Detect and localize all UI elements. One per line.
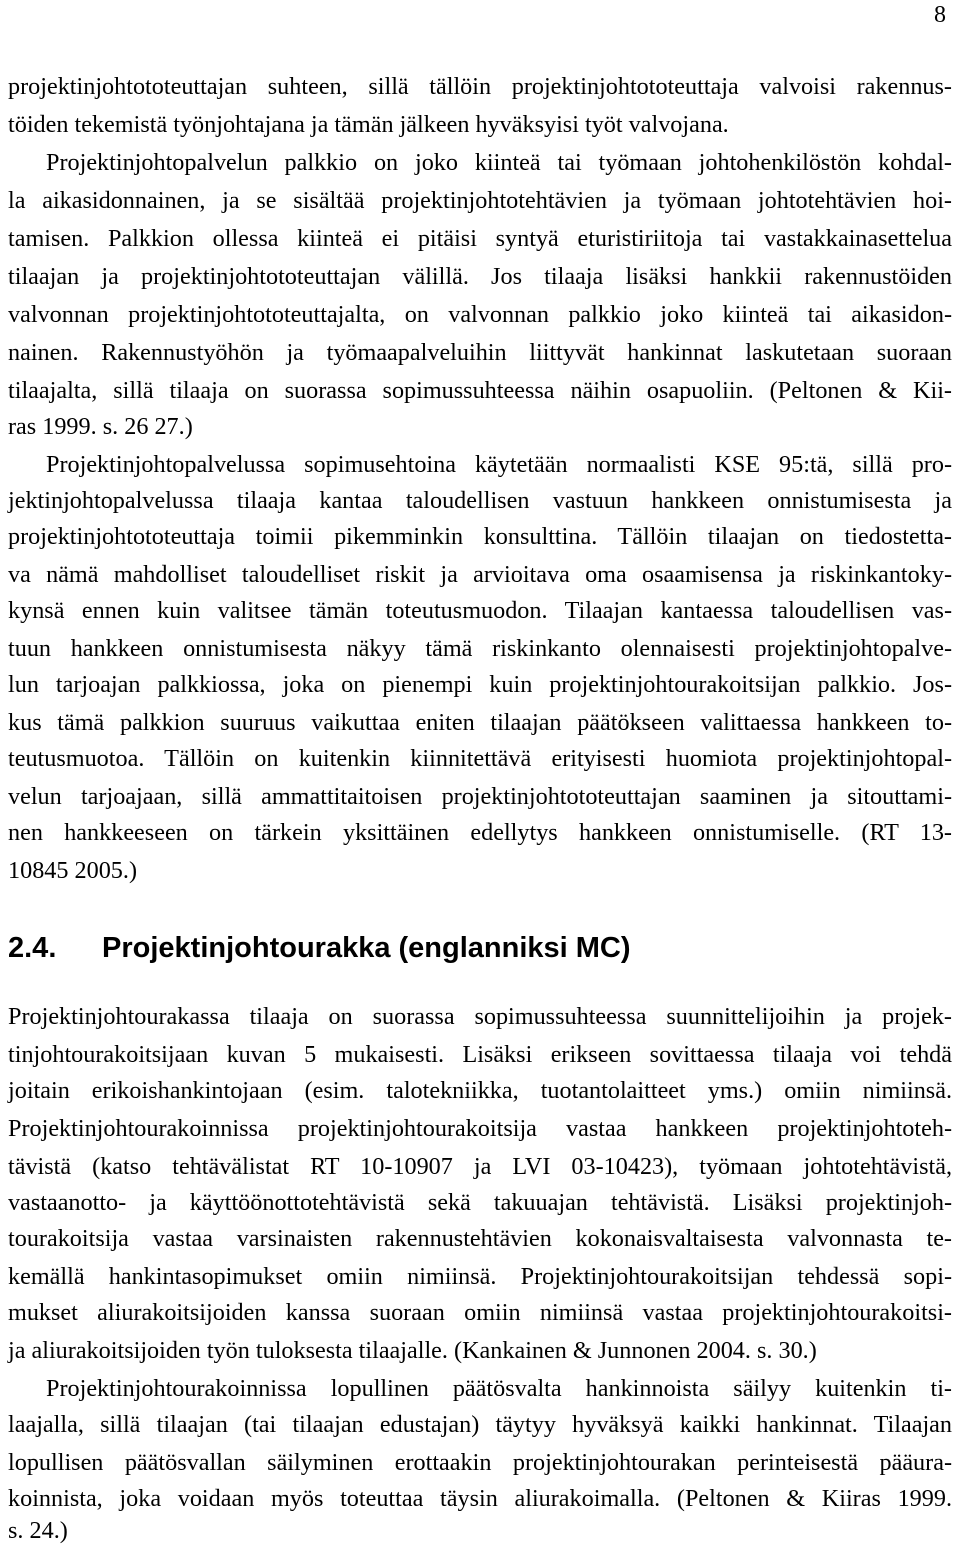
text-line: lun tarjoajan palkkiossa, joka on pienempi kuin projektinjohtourakoitsijan palkkio. Jos- <box>8 671 952 698</box>
page-number: 8 <box>934 2 946 28</box>
text-line: töiden tekemistä työnjohtajana ja tämän jälkeen hyväksyisi työt valvojana. <box>8 111 729 138</box>
text-line: velun tarjoajaan, sillä ammattitaitoisen projektinjohtototeuttajan saaminen ja sitouttami- <box>8 783 952 810</box>
text-line: tilaajalta, sillä tilaaja on suorassa sopimussuhteessa näihin osapuoliin. (Peltonen & Kii- <box>8 377 952 404</box>
text-line: kemällä hankintasopimukset omiin nimiinsä. Projektinjohtourakoitsijan tehdessä sopi- <box>8 1263 952 1290</box>
text-line: laajalla, sillä tilaajan (tai tilaajan edustajan) täytyy hyväksyä kaikki hankinnat. Tilaajan <box>8 1411 952 1438</box>
text-line: Projektinjohtopalvelussa sopimusehtoina käytetään normaalisti KSE 95:tä, sillä pro- <box>46 451 952 478</box>
section-number: 2.4. <box>8 932 57 964</box>
section-heading <box>8 930 631 966</box>
text-line: ras 1999. s. 26 27.) <box>8 413 193 440</box>
text-line: vastaanotto- ja käyttöönottotehtävistä sekä takuuajan tehtävistä. Lisäksi projektinjoh- <box>8 1189 952 1216</box>
text-line: ja aliurakoitsijoiden työn tuloksesta tilaajalle. (Kankainen & Junnonen 2004. s. 30.) <box>8 1337 817 1364</box>
text-line: va nämä mahdolliset taloudelliset riskit ja arvioitava oma osaamisensa ja riskinkantoky- <box>8 561 952 588</box>
text-line: Projektinjohtourakoinnissa lopullinen päätösvalta hankinnoista säilyy kuitenkin ti- <box>46 1375 952 1402</box>
text-line: projektinjohtototeuttaja toimii pikemminkin konsulttina. Tällöin tilaajan on tiedostetta- <box>8 523 952 550</box>
text-line: tuun hankkeen onnistumisesta näkyy tämä riskinkanto olennaisesti projektinjohtopalve- <box>8 635 952 662</box>
text-line: Projektinjohtourakassa tilaaja on suorassa sopimussuhteessa suunnittelijoihin ja projek- <box>8 1003 952 1030</box>
text-line: projektinjohtototeuttajan suhteen, sillä tällöin projektinjohtototeuttaja valvoisi rakennus- <box>8 73 952 100</box>
text-line: kus tämä palkkion suuruus vaikuttaa eniten tilaajan päätökseen valittaessa hankkeen to- <box>8 709 952 736</box>
text-line: jektinjohtopalvelussa tilaaja kantaa taloudellisen vastuun hankkeen onnistumisesta ja <box>8 487 952 514</box>
text-line: tourakoitsija vastaa varsinaisten rakennustehtävien kokonaisvaltaisesta valvonnasta te- <box>8 1225 952 1252</box>
text-line: tilaajan ja projektinjohtototeuttajan välillä. Jos tilaaja lisäksi hankkii rakennustöiden <box>8 263 952 290</box>
text-line: nainen. Rakennustyöhön ja työmaapalveluihin liittyvät hankinnat laskutetaan suoraan <box>8 339 952 366</box>
text-line: teutusmuotoa. Tällöin on kuitenkin kiinnitettävä erityisesti huomiota projektinjohtopal- <box>8 745 952 772</box>
text-line: 10845 2005.) <box>8 857 137 884</box>
text-line: kynsä ennen kuin valitsee tämän toteutusmuodon. Tilaajan kantaessa taloudellisen vas- <box>8 597 952 624</box>
text-line: tamisen. Palkkion ollessa kiinteä ei pitäisi syntyä eturistiriitoja tai vastakkainasettelua <box>8 225 952 252</box>
text-line: koinnista, joka voidaan myös toteuttaa täysin aliurakoimalla. (Peltonen & Kiiras 1999. <box>8 1485 952 1512</box>
text-line: nen hankkeeseen on tärkein yksittäinen edellytys hankkeen onnistumiselle. (RT 13- <box>8 819 952 846</box>
text-line: Projektinjohtourakoinnissa projektinjohtourakoitsija vastaa hankkeen projektinjohtoteh- <box>8 1115 952 1142</box>
text-line: s. 24.) <box>8 1517 68 1544</box>
text-line: Projektinjohtopalvelun palkkio on joko kiinteä tai työmaan johtohenkilöstön kohdal- <box>46 149 952 176</box>
text-line: tinjohtourakoitsijaan kuvan 5 mukaisesti. Lisäksi erikseen sovittaessa tilaaja voi tehdä <box>8 1041 952 1068</box>
text-line: mukset aliurakoitsijoiden kanssa suoraan omiin nimiinsä vastaa projektinjohtourakoitsi- <box>8 1299 952 1326</box>
text-line: tävistä (katso tehtävälistat RT 10-10907 ja LVI 03-10423), työmaan johtotehtävistä, <box>8 1153 952 1180</box>
text-line: lopullisen päätösvallan säilyminen erottaakin projektinjohtourakan perinteisestä pääura- <box>8 1449 952 1476</box>
text-line: joitain erikoishankintojaan (esim. talotekniikka, tuotantolaitteet yms.) omiin nimiinsä. <box>8 1077 952 1104</box>
text-line: la aikasidonnainen, ja se sisältää projektinjohtotehtävien ja työmaan johtotehtävien hoi- <box>8 187 952 214</box>
text-line: valvonnan projektinjohtototeuttajalta, on valvonnan palkkio joko kiinteä tai aikasidon- <box>8 301 952 328</box>
section-title: Projektinjohtourakka (englanniksi MC) <box>102 932 631 964</box>
